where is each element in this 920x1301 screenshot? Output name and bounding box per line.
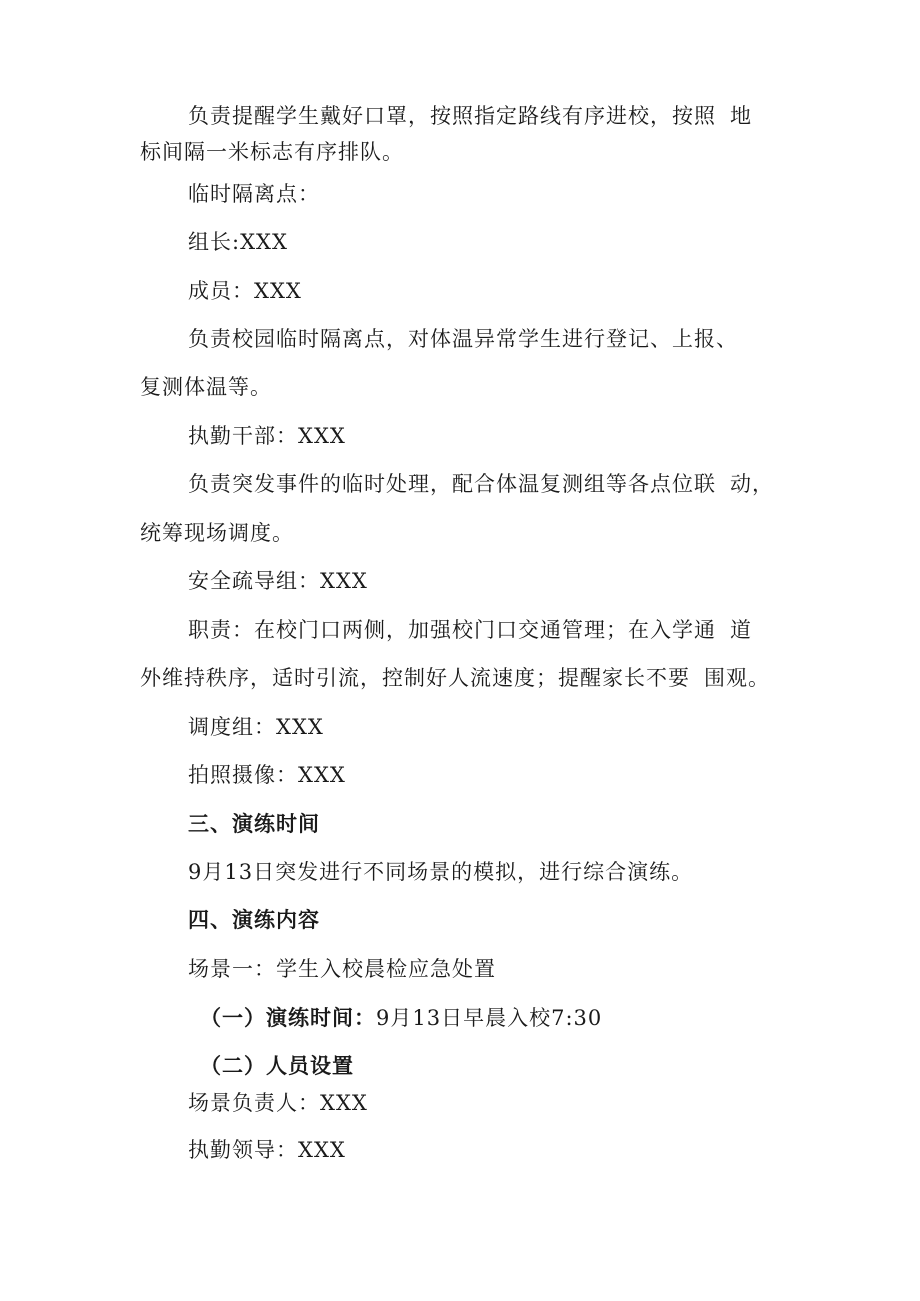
- isolation-heading: 临时隔离点：: [188, 182, 320, 206]
- subsection-label: （一）演练时间：: [200, 1006, 376, 1030]
- subsection-title: （二）人员设置: [200, 1054, 354, 1078]
- safety-group: 安全疏导组：XXX: [188, 569, 368, 593]
- isolation-leader: 组长:XXX: [188, 230, 288, 254]
- duty-leader: 执勤领导：XXX: [188, 1138, 346, 1162]
- paragraph-line: 统筹现场调度。: [140, 521, 294, 545]
- paragraph-text-tail: 围观。: [704, 666, 770, 690]
- paragraph-text-tail: 道: [730, 618, 752, 642]
- paragraph-line: [188, 102, 752, 130]
- section-title: 三、演练时间: [188, 812, 320, 836]
- paragraph-text-tail: 动，: [730, 472, 774, 496]
- scene-heading: 场景一：学生入校晨检应急处置: [188, 957, 496, 981]
- paragraph-line: [140, 664, 770, 692]
- photo-video: 拍照摄像：XXX: [188, 763, 346, 787]
- isolation-member: 成员：XXX: [188, 279, 302, 303]
- paragraph-text: 负责突发事件的临时处理，配合体温复测组等各点位联: [188, 472, 716, 496]
- section-title: 四、演练内容: [188, 908, 320, 932]
- paragraph-text-tail: 地: [730, 104, 752, 128]
- dispatch-group: 调度组：XXX: [188, 715, 324, 739]
- paragraph-text: 外维持秩序，适时引流，控制好人流速度；提醒家长不要: [140, 666, 690, 690]
- scene-lead: 场景负责人：XXX: [188, 1091, 368, 1115]
- section-body: 9月13日突发进行不同场景的模拟，进行综合演练。: [188, 860, 694, 884]
- paragraph-line: [188, 470, 774, 498]
- paragraph-line: 复测体温等。: [140, 375, 272, 399]
- paragraph-text: 负责提醒学生戴好口罩，按照指定路线有序进校，按照: [188, 104, 716, 128]
- paragraph-line: [188, 616, 752, 644]
- duty-cadre: 执勤干部：XXX: [188, 424, 346, 448]
- subsection-line: [200, 1004, 602, 1032]
- paragraph-line: 标间隔一米标志有序排队。: [140, 140, 404, 164]
- paragraph-line: 负责校园临时隔离点，对体温异常学生进行登记、上报、: [188, 327, 738, 351]
- paragraph-text: 职责：在校门口两侧，加强校门口交通管理；在入学通: [188, 618, 716, 642]
- subsection-value: 9月13日早晨入校7:30: [376, 1006, 603, 1030]
